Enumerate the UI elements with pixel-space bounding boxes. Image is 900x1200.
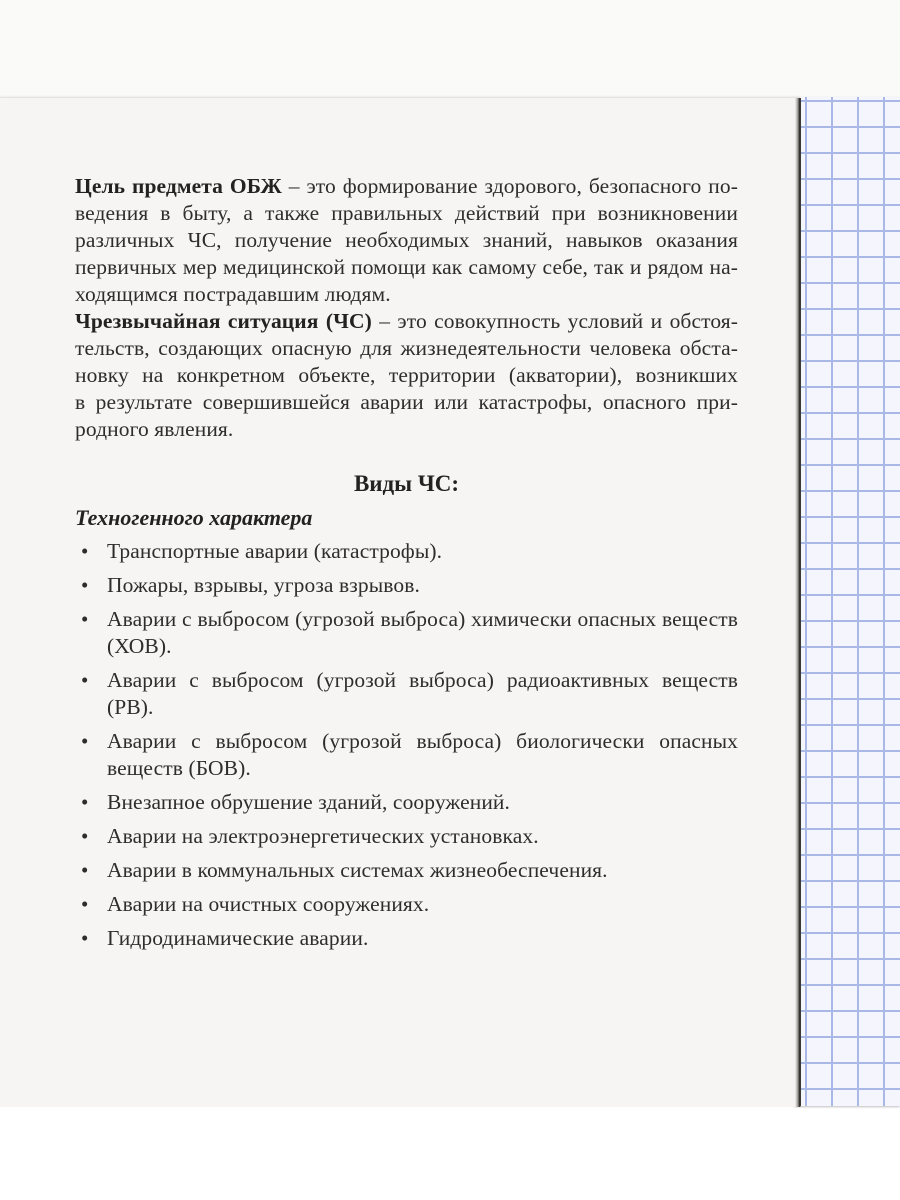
text-line: тельств, создающих опасную для жизнедеятельности человека обста-	[75, 336, 738, 360]
text-line: новку на конкретном объекте, территории (акватории), возникших	[75, 363, 738, 387]
scan-background-top	[0, 0, 900, 97]
text-line: Аварии на очистных сооружениях.	[107, 892, 430, 916]
list-item-text	[107, 728, 738, 782]
text-line: Аварии с выбросом (угрозой выброса) химически опасных веществ	[107, 607, 738, 631]
paragraph-bold-lead: Цель предмета ОБЖ	[75, 174, 282, 198]
bullet-marker-icon: •	[81, 892, 89, 916]
text-line: различных ЧС, получение необходимых знаний, навыков оказания	[75, 228, 738, 252]
list-item	[75, 925, 738, 952]
list-item	[75, 857, 738, 884]
text-line: ведения в быту, а также правильных действий при возникновении	[75, 201, 738, 225]
list-item-text	[107, 789, 738, 816]
text-line: родного явления.	[75, 417, 234, 441]
list-item	[75, 538, 738, 565]
text-line: (ХОВ).	[107, 634, 172, 658]
list-item	[75, 891, 738, 918]
page-content	[0, 98, 800, 959]
body-paragraph	[75, 308, 738, 443]
text-line: Гидродинамические аварии.	[107, 926, 369, 950]
list-item-text	[107, 538, 738, 565]
paragraph-bold-lead: Чрезвычайная ситуация (ЧС)	[75, 309, 372, 333]
document-page	[0, 97, 800, 1107]
text-line: Чрезвычайная ситуация (ЧС) – это совокупность условий и обстоя-	[75, 309, 739, 333]
list-item-text	[107, 891, 738, 918]
text-line: Аварии на электроэнергетических установках.	[107, 824, 539, 848]
list-item	[75, 667, 738, 721]
list-item	[75, 728, 738, 782]
list-item-text	[107, 667, 738, 721]
subsection-heading: Техногенного характера	[75, 505, 313, 530]
text-line: Аварии в коммунальных системах жизнеобеспечения.	[107, 858, 608, 882]
bullet-marker-icon: •	[81, 607, 89, 631]
list-item-text	[107, 823, 738, 850]
list-item-text	[107, 925, 738, 952]
text-line: ходящимся пострадавшим людям.	[75, 282, 391, 306]
bullet-marker-icon: •	[81, 668, 89, 692]
text-line: Транспортные аварии (катастрофы).	[107, 539, 443, 563]
text-line: Внезапное обрушение зданий, сооружений.	[107, 790, 511, 814]
bullet-marker-icon: •	[81, 858, 89, 882]
list-item	[75, 606, 738, 660]
text-line: Пожары, взрывы, угроза взрывов.	[107, 573, 420, 597]
bullet-marker-icon: •	[81, 539, 89, 563]
text-line: веществ (БОВ).	[107, 756, 251, 780]
text-line: первичных мер медицинской помощи как самому себе, так и рядом на-	[75, 255, 738, 279]
text-line: в результате совершившейся аварии или катастрофы, опасного при-	[75, 390, 738, 414]
notebook-grid-paper	[794, 97, 900, 1106]
list-item-text	[107, 857, 738, 884]
text-line: Аварии с выбросом (угрозой выброса) радиоактивных веществ	[107, 668, 738, 692]
bullet-marker-icon: •	[81, 573, 89, 597]
text-line: (РВ).	[107, 695, 154, 719]
bullet-marker-icon: •	[81, 790, 89, 814]
bullet-marker-icon: •	[81, 824, 89, 848]
list-item-text	[107, 572, 738, 599]
page-edge-shadow	[795, 98, 801, 1107]
list-item	[75, 823, 738, 850]
bullet-marker-icon: •	[81, 926, 89, 950]
text-line: Цель предмета ОБЖ – это формирование здорового, безопасного по-	[75, 174, 738, 198]
list-item-text	[107, 606, 738, 660]
body-paragraph	[75, 173, 738, 308]
body-paragraphs	[75, 173, 738, 443]
list-item	[75, 789, 738, 816]
section-heading: Виды ЧС:	[353, 471, 460, 496]
bullet-list	[75, 538, 738, 952]
list-item	[75, 572, 738, 599]
text-line: Аварии с выбросом (угрозой выброса) биологически опасных	[107, 729, 738, 753]
bullet-marker-icon: •	[81, 729, 89, 753]
